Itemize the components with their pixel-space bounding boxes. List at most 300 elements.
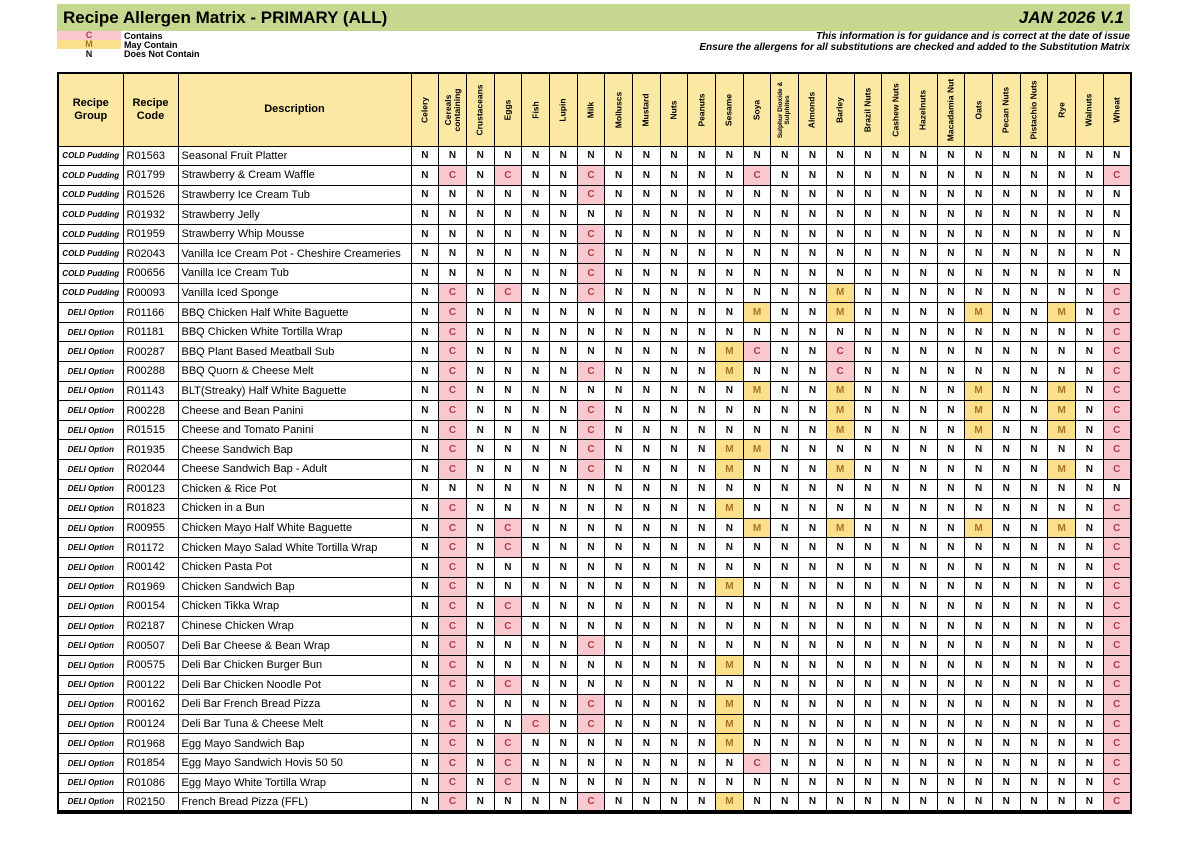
table-row [58,283,1131,303]
allergen-value-cell: N [660,479,688,499]
allergen-value-cell: N [992,753,1020,773]
allergen-value-cell: N [909,146,937,166]
allergen-value-cell: N [411,655,439,675]
allergen-value-cell: N [688,714,716,734]
allergen-value-cell: M [1048,518,1076,538]
allergen-value-cell: N [992,734,1020,754]
allergen-value-cell: N [992,616,1020,636]
allergen-value-cell: N [826,695,854,715]
allergen-value-cell: N [549,538,577,558]
allergen-value-cell: N [688,401,716,421]
table-row [58,695,1131,715]
allergen-value-cell: N [522,577,550,597]
allergen-value-cell: N [854,401,882,421]
allergen-value-cell: N [743,538,771,558]
recipe-group-cell: COLD Pudding [58,244,123,264]
allergen-value-cell: N [909,303,937,323]
allergen-value-cell: N [716,401,744,421]
allergen-value-cell: N [965,224,993,244]
allergen-value-cell: M [826,401,854,421]
allergen-value-cell: N [466,401,494,421]
allergen-value-cell: N [1076,577,1104,597]
allergen-value-cell: N [1103,244,1131,264]
table-row [58,401,1131,421]
allergen-value-cell: N [439,224,467,244]
allergen-value-cell: N [909,440,937,460]
allergen-value-cell: N [716,616,744,636]
allergen-value-cell: N [549,303,577,323]
allergen-value-cell: N [1076,401,1104,421]
allergen-value-cell: M [716,734,744,754]
recipe-group-cell: DELI Option [58,342,123,362]
column-header-allergen [577,73,605,146]
allergen-header-label: Peanuts [696,93,707,127]
recipe-group-cell: COLD Pudding [58,185,123,205]
allergen-value-cell: N [882,401,910,421]
allergen-value-cell: N [549,205,577,225]
allergen-value-cell: N [1020,224,1048,244]
allergen-value-cell: N [965,597,993,617]
allergen-value-cell: N [522,440,550,460]
column-header-allergen [1076,73,1104,146]
allergen-value-cell: N [992,381,1020,401]
allergen-value-cell: N [882,675,910,695]
allergen-value-cell: C [743,753,771,773]
allergen-value-cell: M [716,793,744,813]
allergen-value-cell: N [937,303,965,323]
allergen-value-cell: N [992,362,1020,382]
allergen-value-cell: C [439,460,467,480]
allergen-value-cell: N [882,460,910,480]
allergen-value-cell: C [577,420,605,440]
allergen-value-cell: N [411,773,439,793]
allergen-value-cell: N [965,538,993,558]
allergen-value-cell: N [605,734,633,754]
allergen-value-cell: N [937,401,965,421]
allergen-header-label: Mustard [640,93,651,127]
table-row [58,362,1131,382]
allergen-value-cell: N [605,460,633,480]
allergen-value-cell: C [577,401,605,421]
allergen-value-cell: N [494,577,522,597]
allergen-value-cell: N [633,597,661,617]
allergen-value-cell: N [1076,244,1104,264]
allergen-value-cell: N [1103,224,1131,244]
allergen-value-cell: C [1103,381,1131,401]
description-cell: Strawberry & Cream Waffle [178,166,411,186]
allergen-value-cell: N [688,518,716,538]
recipe-code-cell: R01086 [123,773,178,793]
allergen-value-cell: N [965,675,993,695]
allergen-value-cell: N [771,224,799,244]
allergen-value-cell: N [660,518,688,538]
allergen-value-cell: N [743,695,771,715]
column-header-allergen [660,73,688,146]
allergen-value-cell: N [965,773,993,793]
allergen-value-cell: N [716,538,744,558]
allergen-value-cell: N [1048,597,1076,617]
allergen-value-cell: N [909,185,937,205]
allergen-value-cell: N [854,440,882,460]
allergen-value-cell: N [1020,518,1048,538]
allergen-value-cell: N [688,499,716,519]
allergen-value-cell: C [1103,420,1131,440]
allergen-value-cell: N [411,518,439,538]
column-header-allergen [549,73,577,146]
allergen-value-cell: C [577,636,605,656]
recipe-group-cell: DELI Option [58,675,123,695]
allergen-value-cell: M [965,381,993,401]
allergen-value-cell: N [882,146,910,166]
allergen-value-cell: C [743,342,771,362]
allergen-value-cell: N [522,362,550,382]
recipe-group-cell: DELI Option [58,773,123,793]
allergen-value-cell: C [439,538,467,558]
recipe-code-cell: R01969 [123,577,178,597]
matrix-body [58,146,1131,812]
description-cell: BLT(Streaky) Half White Baguette [178,381,411,401]
recipe-code-cell: R00656 [123,264,178,284]
allergen-value-cell: N [549,342,577,362]
allergen-value-cell: N [799,479,827,499]
allergen-value-cell: N [549,655,577,675]
allergen-value-cell: N [1076,362,1104,382]
allergen-value-cell: N [909,655,937,675]
allergen-value-cell: C [439,322,467,342]
allergen-value-cell: N [549,773,577,793]
allergen-value-cell: N [549,675,577,695]
recipe-group-cell: DELI Option [58,655,123,675]
allergen-value-cell: N [882,577,910,597]
description-cell: BBQ Plant Based Meatball Sub [178,342,411,362]
allergen-value-cell: N [1020,264,1048,284]
allergen-value-cell: N [605,538,633,558]
allergen-value-cell: C [1103,597,1131,617]
allergen-value-cell: N [716,146,744,166]
allergen-value-cell: N [549,577,577,597]
allergen-value-cell: N [826,616,854,636]
allergen-value-cell: N [909,342,937,362]
allergen-value-cell: N [826,499,854,519]
description-cell: Deli Bar Chicken Noodle Pot [178,675,411,695]
allergen-value-cell: N [743,264,771,284]
recipe-code-cell: R01143 [123,381,178,401]
description-cell: BBQ Chicken Half White Baguette [178,303,411,323]
allergen-value-cell: N [1076,636,1104,656]
recipe-code-cell: R00507 [123,636,178,656]
recipe-code-cell: R00122 [123,675,178,695]
allergen-value-cell: N [992,224,1020,244]
allergen-value-cell: N [577,734,605,754]
recipe-group-cell: DELI Option [58,695,123,715]
allergen-value-cell: N [937,675,965,695]
allergen-value-cell: N [688,793,716,813]
allergen-value-cell: N [549,264,577,284]
allergen-value-cell: C [1103,460,1131,480]
allergen-value-cell: C [439,695,467,715]
allergen-value-cell: N [1020,655,1048,675]
table-row [58,224,1131,244]
allergen-value-cell: N [992,793,1020,813]
legend-swatch-does-not-contain: N [85,48,93,59]
allergen-value-cell: N [466,264,494,284]
allergen-value-cell: N [1020,577,1048,597]
allergen-value-cell: N [660,773,688,793]
allergen-value-cell: N [494,342,522,362]
allergen-value-cell: N [466,166,494,186]
allergen-value-cell: N [771,401,799,421]
allergen-value-cell: M [716,577,744,597]
allergen-value-cell: N [688,224,716,244]
description-cell: Chicken Mayo Half White Baguette [178,518,411,538]
allergen-value-cell: N [494,714,522,734]
allergen-value-cell: N [605,440,633,460]
allergen-value-cell: N [605,303,633,323]
recipe-group-cell: DELI Option [58,557,123,577]
allergen-value-cell: N [411,440,439,460]
allergen-value-cell: C [1103,616,1131,636]
allergen-value-cell: C [439,283,467,303]
allergen-value-cell: N [992,185,1020,205]
allergen-value-cell: C [439,655,467,675]
allergen-value-cell: N [605,362,633,382]
allergen-value-cell: N [992,166,1020,186]
allergen-value-cell: N [771,420,799,440]
allergen-value-cell: N [1020,479,1048,499]
allergen-value-cell: N [549,518,577,538]
allergen-value-cell: N [411,342,439,362]
allergen-value-cell: N [743,401,771,421]
allergen-value-cell: N [799,538,827,558]
allergen-value-cell: C [1103,636,1131,656]
allergen-value-cell: N [466,440,494,460]
allergen-value-cell: N [549,557,577,577]
allergen-value-cell: N [522,655,550,675]
allergen-value-cell: C [494,166,522,186]
table-row [58,714,1131,734]
header-row [58,73,1131,146]
allergen-value-cell: N [466,460,494,480]
allergen-value-cell: C [1103,577,1131,597]
allergen-value-cell: C [439,499,467,519]
allergen-value-cell: N [826,675,854,695]
allergen-value-cell: C [439,557,467,577]
allergen-value-cell: N [688,420,716,440]
allergen-value-cell: N [716,597,744,617]
allergen-value-cell: N [799,264,827,284]
allergen-value-cell: N [965,499,993,519]
allergen-value-cell: N [411,244,439,264]
table-row [58,460,1131,480]
recipe-code-cell: R02150 [123,793,178,813]
allergen-value-cell: N [522,675,550,695]
allergen-value-cell: N [965,264,993,284]
allergen-value-cell: N [660,185,688,205]
allergen-value-cell: N [854,224,882,244]
allergen-value-cell: N [1020,714,1048,734]
allergen-value-cell: N [494,499,522,519]
allergen-value-cell: N [826,185,854,205]
allergen-value-cell: N [854,185,882,205]
allergen-value-cell: N [1076,146,1104,166]
allergen-value-cell: N [522,616,550,636]
table-row [58,557,1131,577]
allergen-value-cell: N [826,479,854,499]
allergen-value-cell: N [605,695,633,715]
recipe-group-cell: DELI Option [58,753,123,773]
allergen-value-cell: N [660,597,688,617]
allergen-value-cell: N [854,244,882,264]
allergen-value-cell: N [743,479,771,499]
allergen-value-cell: C [1103,440,1131,460]
disclaimer-line-1: This information is for guidance and is correct at the date of issue [816,31,1130,42]
allergen-value-cell: N [660,322,688,342]
allergen-value-cell: N [466,362,494,382]
allergen-value-cell: N [992,557,1020,577]
allergen-value-cell: N [743,205,771,225]
legend-swatch-may-contain: M [57,40,121,49]
allergen-value-cell: N [743,420,771,440]
allergen-value-cell: N [743,655,771,675]
allergen-value-cell: N [909,714,937,734]
allergen-value-cell: N [743,557,771,577]
allergen-value-cell: N [799,460,827,480]
description-cell: Cheese Sandwich Bap - Adult [178,460,411,480]
allergen-value-cell: M [965,420,993,440]
allergen-value-cell: N [605,655,633,675]
title-band [57,4,1130,31]
allergen-value-cell: C [1103,753,1131,773]
allergen-value-cell: N [688,303,716,323]
allergen-value-cell: N [411,264,439,284]
allergen-value-cell: M [743,303,771,323]
allergen-value-cell: N [688,185,716,205]
allergen-value-cell: N [854,655,882,675]
allergen-value-cell: N [743,460,771,480]
column-header-allergen [743,73,771,146]
allergen-value-cell: M [716,440,744,460]
allergen-value-cell: N [577,205,605,225]
allergen-value-cell: N [771,381,799,401]
description-cell: Chicken Pasta Pot [178,557,411,577]
allergen-value-cell: N [771,303,799,323]
allergen-value-cell: N [1076,322,1104,342]
allergen-value-cell: C [577,440,605,460]
allergen-value-cell: N [771,440,799,460]
allergen-value-cell: N [826,577,854,597]
allergen-value-cell: N [1076,224,1104,244]
allergen-value-cell: N [771,460,799,480]
allergen-value-cell: N [522,381,550,401]
allergen-value-cell: N [633,499,661,519]
allergen-value-cell: N [522,793,550,813]
column-header-allergen [937,73,965,146]
allergen-value-cell: M [716,342,744,362]
allergen-value-cell: N [688,283,716,303]
allergen-value-cell: N [992,342,1020,362]
allergen-value-cell: N [494,557,522,577]
allergen-header-label: Nuts [668,100,679,120]
allergen-value-cell: N [1076,303,1104,323]
allergen-value-cell: N [411,597,439,617]
recipe-code-cell: R01935 [123,440,178,460]
allergen-value-cell: N [411,577,439,597]
allergen-value-cell: N [522,342,550,362]
allergen-value-cell: N [466,577,494,597]
allergen-value-cell: N [799,420,827,440]
allergen-value-cell: M [716,362,744,382]
allergen-value-cell: C [1103,518,1131,538]
recipe-code-cell: R01799 [123,166,178,186]
allergen-value-cell: N [1020,244,1048,264]
allergen-value-cell: N [605,244,633,264]
allergen-value-cell: N [1020,362,1048,382]
allergen-value-cell: C [577,224,605,244]
description-cell: Chicken in a Bun [178,499,411,519]
allergen-value-cell: C [439,616,467,636]
allergen-value-cell: N [1076,734,1104,754]
table-row [58,264,1131,284]
allergen-value-cell: N [633,362,661,382]
allergen-value-cell: N [439,479,467,499]
allergen-value-cell: N [577,342,605,362]
allergen-value-cell: M [965,518,993,538]
recipe-group-cell: COLD Pudding [58,205,123,225]
allergen-value-cell: N [549,616,577,636]
allergen-value-cell: C [1103,557,1131,577]
allergen-value-cell: N [549,479,577,499]
allergen-value-cell: C [494,597,522,617]
column-header-allergen [799,73,827,146]
allergen-value-cell: N [660,244,688,264]
allergen-value-cell: N [633,714,661,734]
allergen-value-cell: C [439,714,467,734]
allergen-value-cell: N [937,616,965,636]
allergen-value-cell: N [716,244,744,264]
allergen-value-cell: N [771,538,799,558]
allergen-value-cell: C [439,734,467,754]
allergen-value-cell: N [577,773,605,793]
allergen-value-cell: N [992,303,1020,323]
allergen-value-cell: N [771,695,799,715]
allergen-value-cell: M [826,381,854,401]
allergen-value-cell: N [466,420,494,440]
allergen-value-cell: N [439,146,467,166]
allergen-value-cell: C [439,753,467,773]
legend-item-may-contain [57,40,200,49]
allergen-value-cell: C [1103,793,1131,813]
description-cell: Cheese and Bean Panini [178,401,411,421]
column-header-allergen [1048,73,1076,146]
allergen-value-cell: N [411,616,439,636]
allergen-value-cell: C [494,538,522,558]
allergen-value-cell: C [577,714,605,734]
allergen-value-cell: N [1076,753,1104,773]
allergen-value-cell: N [992,773,1020,793]
allergen-value-cell: N [937,362,965,382]
allergen-value-cell: N [771,205,799,225]
allergen-value-cell: N [605,577,633,597]
description-cell: Chicken Sandwich Bap [178,577,411,597]
allergen-value-cell: N [716,675,744,695]
allergen-value-cell: N [992,440,1020,460]
allergen-value-cell: N [826,264,854,284]
table-row [58,244,1131,264]
allergen-value-cell: N [965,734,993,754]
description-cell: Chicken Tikka Wrap [178,597,411,617]
table-row [58,342,1131,362]
allergen-value-cell: N [799,753,827,773]
